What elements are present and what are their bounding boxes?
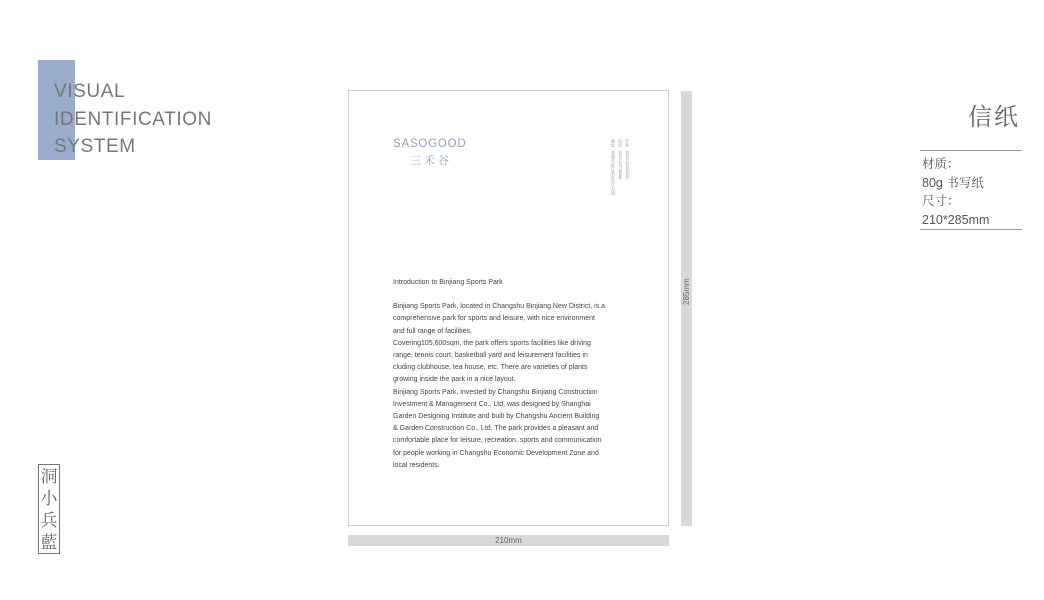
size-label: 尺寸：: [922, 194, 960, 208]
spec-divider-bottom: [920, 229, 1022, 230]
seal-char: 藍: [40, 532, 58, 552]
seal-char: 小: [40, 488, 58, 508]
letter-line: & Garden Construction Co., Ltd. The park provides a pleasant and: [393, 425, 599, 433]
letter-line: Investment & Management Co., Ltd, was designed by Shanghai: [393, 400, 591, 408]
letter-line: comfortable place for leisure, recreation, sports and communication: [393, 437, 602, 445]
seal-char: 兵: [40, 510, 58, 530]
letter-line: Covering105,600sqm, the park offers sports facilities like driving: [393, 339, 591, 347]
material-label: 材质：: [922, 157, 960, 171]
vis-title-line-3: SYSTEM: [54, 136, 136, 157]
width-ruler: 210mm: [348, 535, 669, 546]
contact-info: [611, 139, 630, 195]
letter-line: and full range of facilities.: [393, 327, 472, 335]
letter-line: Binjiang Sports Park, located in Changshu Binjiang New District, is a: [393, 303, 606, 311]
letter-line: for people working in Changshu Economic Development Zone and: [393, 449, 599, 457]
contact-fax: 传真：0512-52318432: [625, 139, 630, 180]
size-value: 210*285mm: [922, 212, 990, 227]
logo-english: SASOGOOD: [393, 138, 467, 150]
spec-details: [922, 155, 989, 229]
letter-line: Garden Designing Institute and built by Changshu Ancient Building: [393, 413, 600, 421]
vis-title: [54, 78, 212, 161]
letter-line: Binjiang Sports Park, invested by Changshu Binjiang Construction: [393, 388, 598, 396]
letter-line: comprehensive park for sports and leisure, with nice environment: [393, 315, 595, 323]
spec-divider-top: [920, 150, 1022, 151]
letter-line: range, tennis court, basketball yard and leisurement facilities in: [393, 352, 588, 360]
letter-line: local residents.: [393, 461, 440, 469]
contact-phone: 电话：0512-52778888: [618, 139, 623, 180]
material-value: 80g 书写纸: [922, 175, 984, 190]
brand-seal: [38, 464, 60, 554]
letter-line: growing inside the park in a nice layout.: [393, 376, 516, 384]
height-label: 285mm: [682, 278, 691, 306]
letterhead-paper: [348, 90, 669, 526]
seal-char: 洞: [40, 466, 58, 486]
logo-chinese: 三禾谷: [410, 155, 452, 167]
letter-body: [393, 277, 643, 472]
vis-title-line-1: VISUAL: [54, 81, 126, 102]
letter-heading: Introduction to Binjiang Sports Park: [393, 279, 503, 286]
letter-line: cluding clubhouse, tea house, etc. There are varieties of plants: [393, 364, 588, 372]
vis-title-line-2: IDENTIFICATION: [54, 108, 212, 130]
spec-title: 信纸: [968, 104, 1020, 131]
contact-address: 地址：常熟市滨江新区沿江大道: [611, 139, 616, 195]
